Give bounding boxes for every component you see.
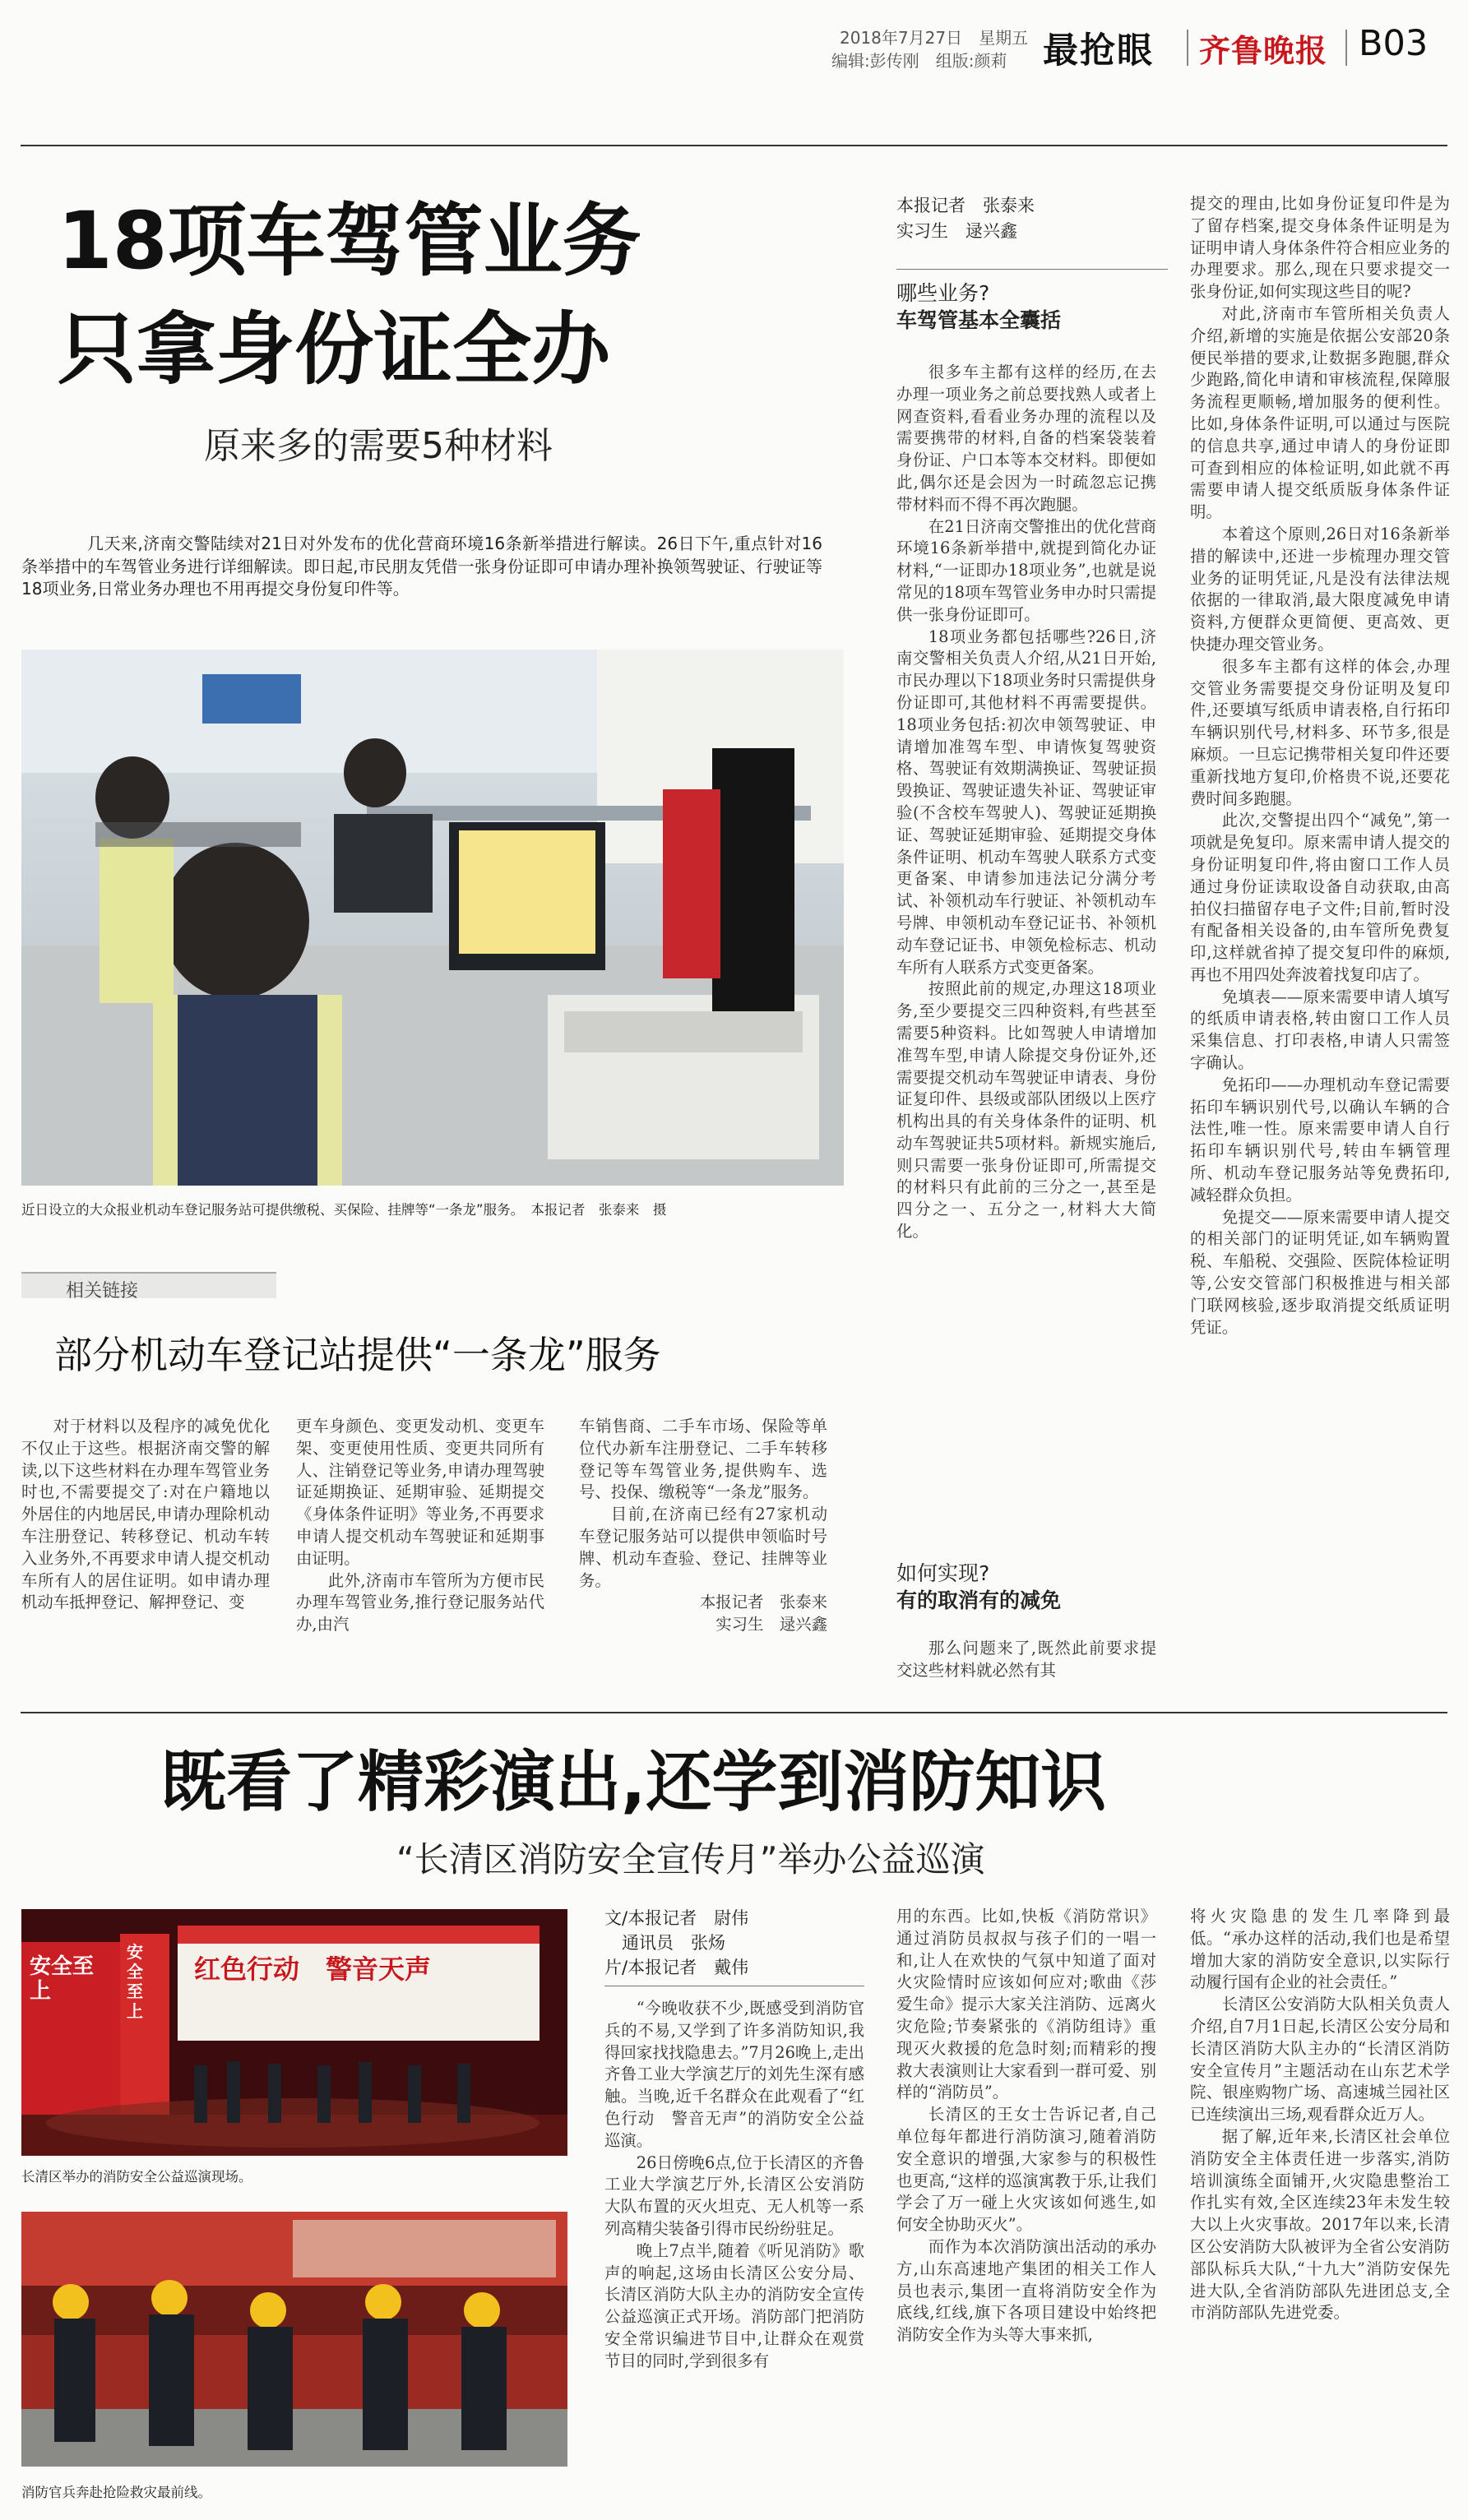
section-title: 最抢眼 bbox=[1043, 30, 1154, 72]
article1-col-1-end: 那么问题来了,既然此前要求提交这些材料就必然有其 bbox=[896, 1639, 1156, 1680]
section1-heading: 哪些业务? 车驾管基本全囊括 bbox=[896, 281, 1062, 332]
related-link-label: 相关链接 bbox=[66, 1281, 139, 1302]
article1-subhead: 原来多的需要5种材料 bbox=[204, 425, 553, 467]
masthead-rule bbox=[21, 145, 1447, 146]
article2-col-3: 将火灾隐患的发生几率降到最低。“承办这样的活动,我们也是希望增加大家的消防安全意识,以实际行动履行国有企业的社会责任。” 长清区公安消防大队相关负责人介绍,自7月1日起,长清区公安分局和长清区消防大队主办的“长清区消防安全宣传月”主题活动在山东艺术学院、银座购物广场、高速城兰园社区已连续演出三场,观看群众近万人。 据了解,近年来,长清区社会单位消防安全主体责任进一步落实,消防培训演练全面铺开,火灾隐患整治工作扎实有效,全区连续23年未发生较大以上火灾事故。2017年以来,长清区公安消防大队被评为全省公安消防部队标兵大队,“十九大”消防安保先进大队,全省消防部队先进团总支,全市消防部队先进党委。 bbox=[1190, 1907, 1450, 2323]
article2-col-1: “今晚收获不少,既感受到消防官兵的不易,又学到了许多消防知识,我得回家找找隐患去。”7月26晚上,走出齐鲁工业大学演艺厅的刘先生深有感触。当晚,近千名群众在此观看了“红色行动 警音无声”的消防安全公益巡演。 26日傍晚6点,位于长清区的齐鲁工业大学演艺厅外,长清区公安消防大队布置的灭火坦克、无人机等一系列高精尖装备引得市民纷纷驻足。 晚上7点半,随着《听见消防》歌声的响起,这场由长清区公安分局、长清区消防大队主办的消防安全宣传公益巡演正式开场。消防部门把消防安全常识编进节目中,让群众在观赏节目的同时,学到很多有 bbox=[604, 1999, 864, 2370]
stage-sign-left: 安全至上 bbox=[30, 1954, 95, 2004]
newspaper-logo: 齐鲁晚报 bbox=[1199, 32, 1328, 69]
article2-photo-1-caption: 长清区举办的消防安全公益巡演现场。 bbox=[21, 2169, 252, 2185]
article2-headline: 既看了精彩演出,还学到消防知识 bbox=[160, 1744, 1107, 1820]
article2-byline-1: 文/本报记者 尉伟 bbox=[604, 1908, 749, 1928]
article1-byline-1: 本报记者 张泰来 bbox=[896, 196, 1035, 215]
article2-photo-1 bbox=[21, 1909, 567, 2156]
article2-col-2: 用的东西。比如,快板《消防常识》通过消防员叔叔与孩子们的一唱一和,让人在欢快的气氛中知道了面对火灾险情时应该如何应对;歌曲《莎爱生命》提示大家关注消防、远离火灾危险;节奏紧张的《消防组诗》重现灭火救援的危急时刻;而精彩的搜救大表演则让大家看到一群可爱、别样的“消防员”。 长清区的王女士告诉记者,自己单位每年都进行消防演习,随着消防安全意识的增强,大家参与的积极性也更高,“这样的巡演寓教于乐,让我们学会了万一碰上火灾该如何逃生,如何安全协助灭火”。 而作为本次消防演出活动的承办方,山东高速地产集团的相关工作人员也表示,集团一直将消防安全作为底线,红线,旗下各项目建设中始终把消防安全作为头等大事来抓, bbox=[896, 1907, 1156, 2345]
related-col-1: 对于材料以及程序的减免优化不仅止于这些。根据济南交警的解读,以下这些材料在办理车驾管业务时也,不需要提交了:对在户籍地以外居住的内地居民,申请办理除机动车注册登记、转移登记、机动车转入业务外,不再要求申请人提交机动车所有人的居住证明。如申请办理机动车抵押登记、解押登记、变 bbox=[21, 1417, 270, 1612]
article1-col-1: 很多车主都有这样的经历,在去办理一项业务之前总要找熟人或者上网查资料,看看业务办理的流程以及需要携带的材料,自备的档案袋装着身份证、户口本等本交材料。即便如此,偶尔还是会因为一时疏忽忘记携带材料而不得不再次跑腿。 在21日济南交警推出的优化营商环境16条新举措中,就提到简化办证材料,“一证即办18项业务”,也就是说常见的18项车驾管业务申办时只需提供一张身份证即可。 18项业务都包括哪些?26日,济南交警相关负责人介绍,从21日开始,市民办理以下18项业务时只需提供身份证即可,其他材料不再需要提供。18项业务包括:初次申领驾驶证、申请增加准驾车型、申请恢复驾驶资格、驾驶证有效期满换证、驾驶证损毁换证、驾驶证遗失补证、驾驶证审验(不含校车驾驶人)、驾驶证延期换证、驾驶证延期审验、延期提交身体条件证明、机动车驾驶人联系方式变更备案、申请参加违法记分满分考试、补领机动车行驶证、补领机动车号牌、申领机动车登记证书、补领机动车登记证书、申领免检标志、机动车所有人联系方式变更备案。 按照此前的规定,办理这18项业务,至少要提交三四种资料,有些甚至需要5种资料。比如驾驶人申请增加准驾车型,申请人除提交身份证外,还需要提交机动车驾驶证申请表、身份证复印件、县级或部队团级以上医疗机构出具的有关身体条件的证明、机动车驾驶证共5项材料。新规实施后,则只需要一张身份证即可,所需提交的材料只有此前的三分之一,甚至是四分之一、五分之一,材料大大简化。 bbox=[896, 363, 1156, 1242]
article1-photo bbox=[21, 650, 844, 1186]
masthead-date: 2018年7月27日 星期五 bbox=[840, 28, 1029, 48]
related-link-box bbox=[21, 1272, 276, 1298]
article-separator bbox=[21, 1712, 1447, 1713]
stage-sign-right: 安全至上 bbox=[127, 1942, 143, 2021]
related-col-3: 车销售商、二手车市场、保险等单位代办新车注册登记、二手车转移登记等车驾管业务,提供购车、选号、投保、缴税等“一条龙”服务。 目前,在济南已经有27家机动车登记服务站可以提供申领临时号牌、机动车查验、登记、挂牌等业务。 本报记者 张泰来 实习生 逯兴鑫 bbox=[579, 1416, 827, 1636]
article1-byline-rule bbox=[896, 269, 1168, 270]
article2-byline-3: 片/本报记者 戴伟 bbox=[604, 1958, 749, 1977]
article2-photo-2-caption: 消防官兵奔赴抢险救灾最前线。 bbox=[21, 2485, 211, 2500]
article2-subhead: “长清区消防安全宣传月”举办公益巡演 bbox=[396, 1839, 985, 1880]
article1-lead: 几天来,济南交警陆续对21日对外发布的优化营商环境16条新举措进行解读。26日下午,重点针对16条举措中的车驾管业务进行详细解读。即日起,市民朋友凭借一张身份证即可申请办理补换领驾驶证、行驶证等18项业务,日常业务办理也不用再提交身份复印件等。 bbox=[21, 534, 822, 599]
article1-headline-line1: 18项车驾管业务 bbox=[58, 195, 641, 287]
masthead-editors: 编辑:彭传刚 组版:颜莉 bbox=[831, 51, 1007, 71]
article1-col-2: 提交的理由,比如身份证复印件是为了留存档案,提交身体条件证明是为证明申请人身体条件符合相应业务的办理要求。那么,现在只要求提交一张身份证,如何实现这些目的呢? 对此,济南市车管所相关负责人介绍,新增的实施是依据公安部20条便民举措的要求,让数据多跑腿,群众少跑路,简化申请和审核流程,保障服务流程更顺畅,增加服务的便利性。比如,身体条件证明,可以通过与医院的信息共享,通过申请人的身份证即可查到相应的体检证明,如此就不再需要申请人提交纸质版身体条件证明。 本着这个原则,26日对16条新举措的解读中,还进一步梳理办理交管业务的证明凭证,凡是没有法律法规依据的一律取消,最大限度减免申请资料,方便群众更简便、更高效、更快捷办理交管业务。 很多车主都有这样的体会,办理交管业务需要提交身份证明及复印件,还要填写纸质申请表格,自行拓印车辆识别代号,材料多、环节多,很是麻烦。一旦忘记携带相关复印件还要重新找地方复印,价格贵不说,还要花费时间多跑腿。 此次,交警提出四个“减免”,第一项就是免复印。原来需申请人提交的身份证明复印件,将由窗口工作人员通过身份证读取设备自动获取,由高拍仪扫描留存电子文件;目前,暂时没有配备相关设备的,由车管所免费复印,这样就省掉了提交复印件的麻烦,再也不用四处奔波着找复印店了。 免填表——原来需要申请人填写的纸质申请表格,转由窗口工作人员采集信息、打印表格,申请人只需签字确认。 免拓印——办理机动车登记需要拓印车辆识别代号,以确认车辆的合法性,唯一性。原来需要申请人自行拓印车辆识别代号,转由车辆管理所、机动车登记服务站等免费拓印,减轻群众负担。 免提交——原来需要申请人提交的相关部门的证明凭证,如车辆购置税、车船税、交强险、医院体检证明等,公安交管部门积极推进与相关部门联网核验,逐步取消提交纸质证明凭证。 bbox=[1190, 194, 1450, 1337]
page-number: B03 bbox=[1359, 23, 1429, 64]
article1-byline-2: 实习生 逯兴鑫 bbox=[896, 221, 1017, 241]
related-headline: 部分机动车登记站提供“一条龙”服务 bbox=[54, 1333, 661, 1377]
article2-byline-2: 通讯员 张炀 bbox=[604, 1933, 725, 1953]
article1-photo-caption: 近日设立的大众报业机动车登记服务站可提供缴税、买保险、挂牌等“一条龙”服务。 本报记者 张泰来 摄 bbox=[21, 1202, 667, 1218]
stage-banner: 红色行动 警音天声 bbox=[194, 1954, 432, 1985]
masthead-divider-2 bbox=[1345, 30, 1347, 66]
article1-headline-line2: 只拿身份证全办 bbox=[58, 303, 610, 395]
related-col-2: 更车身颜色、变更发动机、变更车架、变更使用性质、变更共同所有人、注销登记等业务,申请办理驾驶证延期换证、延期审验、延期提交《身体条件证明》等业务,不再要求申请人提交机动车驾驶证和延期事由证明。 此外,济南市车管所为方便市民办理车驾管业务,推行登记服务站代办,由汽 bbox=[296, 1417, 544, 1635]
masthead-divider bbox=[1187, 30, 1188, 66]
related-byline-2: 实习生 逯兴鑫 bbox=[715, 1615, 827, 1635]
section2-heading: 如何实现? 有的取消有的减免 bbox=[896, 1561, 1062, 1612]
related-byline-1: 本报记者 张泰来 bbox=[699, 1593, 827, 1612]
article2-photo-2 bbox=[21, 2212, 567, 2467]
